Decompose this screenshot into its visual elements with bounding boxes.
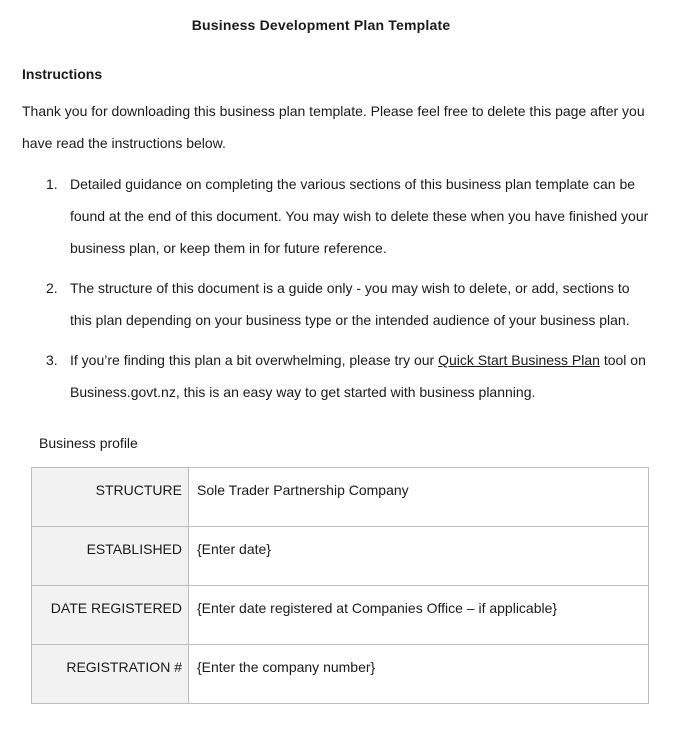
- profile-key-registration-number: REGISTRATION #: [32, 645, 189, 704]
- list-item-line: found at the end of this document. You may wish to delete these when you have finished your: [70, 208, 649, 224]
- list-item-line: Business.govt.nz, this is an easy way to get started with business planning.: [70, 384, 536, 400]
- intro-line: have read the instructions below.: [22, 135, 226, 151]
- business-profile-table: [31, 467, 649, 704]
- list-item-line: Detailed guidance on completing the various sections of this business plan template can be: [70, 176, 636, 192]
- intro-line: Thank you for downloading this business plan template. Please feel free to delete this page after you: [22, 103, 645, 119]
- intro-paragraph: [22, 95, 658, 159]
- table-row: [32, 645, 649, 704]
- list-item-line: this plan depending on your business type or the intended audience of your business plan.: [70, 312, 630, 328]
- table-row: [32, 527, 649, 586]
- list-item-text-before-link: If you’re finding this plan a bit overwhelming, please try our: [70, 352, 439, 368]
- document-title: Business Development Plan Template: [191, 17, 451, 33]
- profile-value-structure[interactable]: Sole Trader Partnership Company: [189, 468, 649, 527]
- profile-key-structure: STRUCTURE: [32, 468, 189, 527]
- list-item-number: 1.: [46, 176, 58, 192]
- list-item-number: 3.: [46, 352, 58, 368]
- list-item-line: business plan, or keep them in for future reference.: [70, 240, 387, 256]
- list-item-text: [70, 272, 660, 336]
- profile-key-established: ESTABLISHED: [32, 527, 189, 586]
- table-row: [32, 468, 649, 527]
- business-profile-label: Business profile: [39, 435, 138, 451]
- table-row: [32, 586, 649, 645]
- quick-start-business-plan-link[interactable]: Quick Start Business Plan: [438, 352, 600, 368]
- profile-value-registration-number[interactable]: {Enter the company number}: [189, 645, 649, 704]
- list-item-line: The structure of this document is a guide only - you may wish to delete, or add, sections to: [70, 280, 630, 296]
- list-item-number: 2.: [46, 280, 58, 296]
- list-item-text: [70, 168, 660, 264]
- profile-key-date-registered: DATE REGISTERED: [32, 586, 189, 645]
- instructions-heading: Instructions: [22, 66, 103, 82]
- list-item-text-after-link: tool on: [599, 352, 646, 368]
- list-item-line: [70, 344, 660, 376]
- profile-value-date-registered[interactable]: {Enter date registered at Companies Office – if applicable}: [189, 586, 649, 645]
- profile-value-established[interactable]: {Enter date}: [189, 527, 649, 586]
- list-item-text: [70, 344, 660, 408]
